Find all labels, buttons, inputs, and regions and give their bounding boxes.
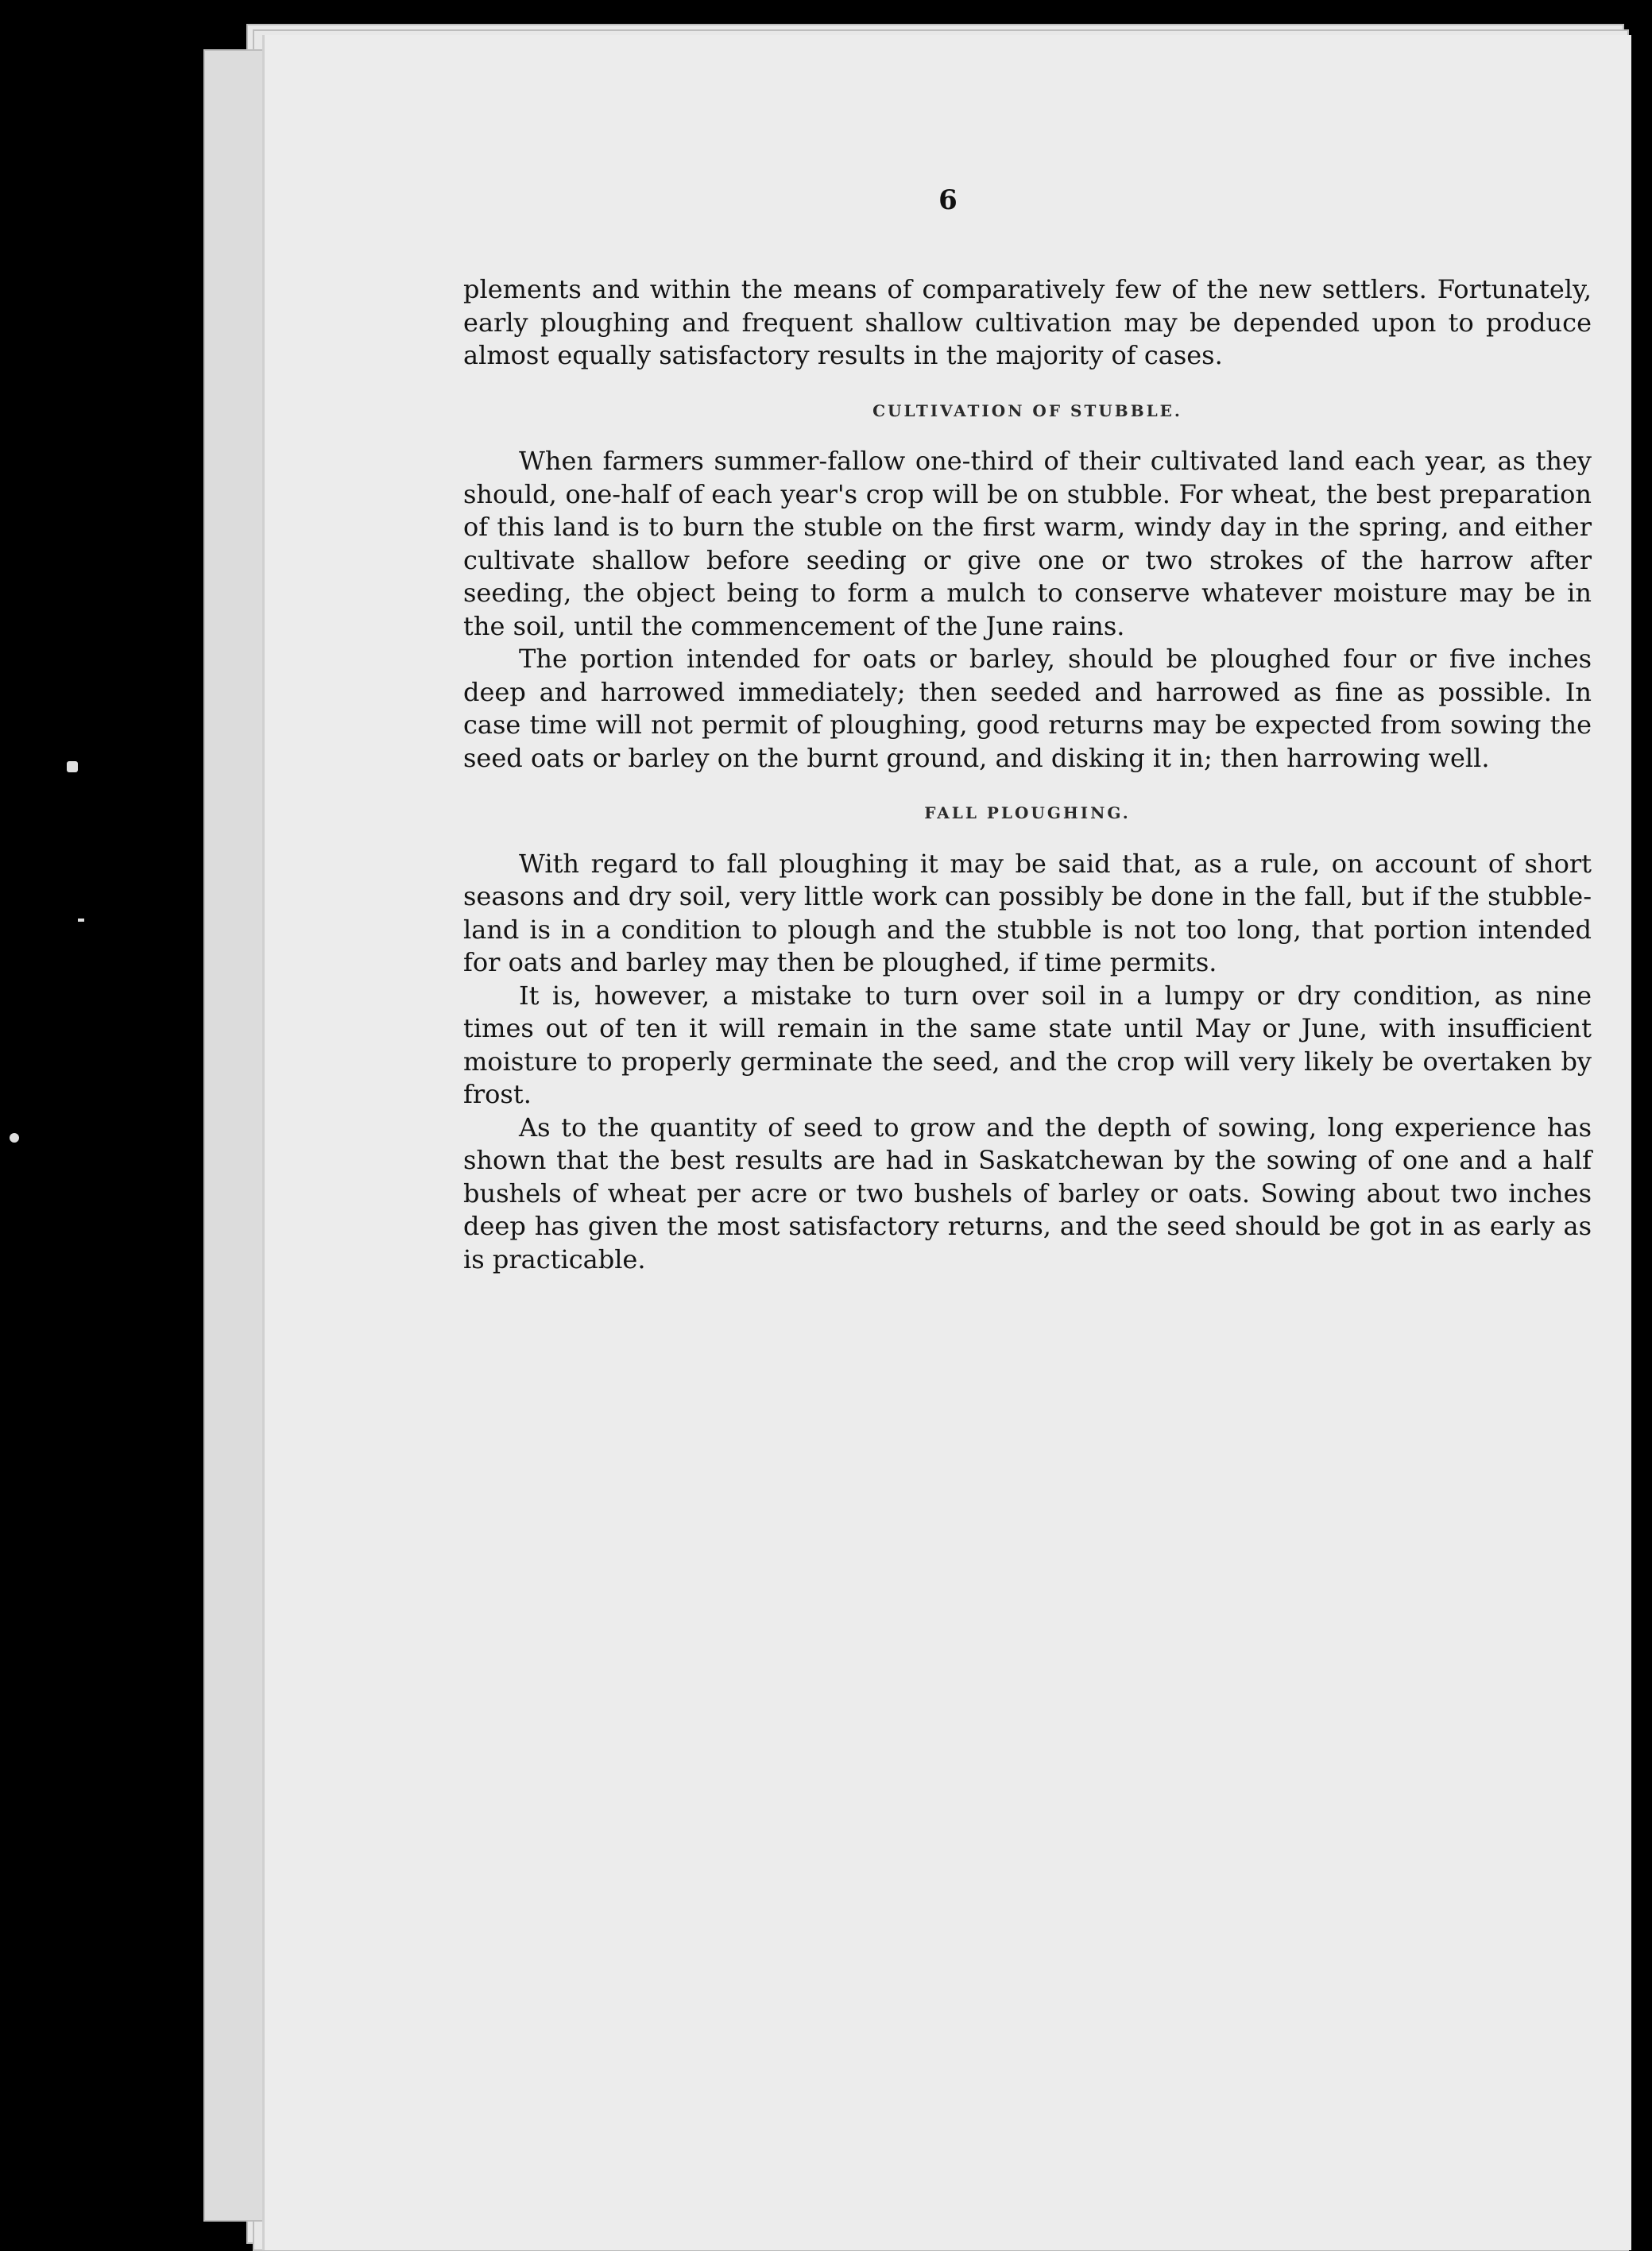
scan-speck xyxy=(67,761,78,772)
scan-speck xyxy=(10,1133,19,1143)
paragraph: As to the quantity of seed to grow and the depth of sowing, long experience has shown that the best results are had in Saskatchewan by the sowing of one and a half bushels of wheat per acre or two bushels of barley or oats. Sowing about two inches deep has given the most satisfactory returns, and the seed should be got in as early as is practicable. xyxy=(463,1112,1592,1274)
page-number: 6 xyxy=(938,184,958,216)
section-heading-fall-ploughing: FALL PLOUGHING. xyxy=(924,803,1131,822)
page-body xyxy=(463,273,1592,1276)
section-heading-stubble: CULTIVATION OF STUBBLE. xyxy=(872,400,1182,420)
continuation-paragraph: plements and within the means of comparatively few of the new settlers. Fortunately, early ploughing and frequent shallow cultivation may be depended upon to produce almost equally satisfactory results in the majority of cases. xyxy=(463,274,1592,370)
paragraph: When farmers summer-fallow one-third of their cultivated land each year, as they should, one-half of each year's crop will be on stubble. For wheat, the best preparation of this land is to burn the stuble on the first warm, windy day in the spring, and either cultivate shallow before seeding or give one or two strokes of the harrow after seeding, the object being to form a mulch to conserve whatever moisture may be in the soil, until the commencement of the June rains. xyxy=(463,446,1592,641)
paragraph: It is, however, a mistake to turn over soil in a lumpy or dry condition, as nine times out of ten it will remain in the same state until May or June, with insufficient moisture to properly germinate the seed, and the crop will very likely be overtaken by frost. xyxy=(463,980,1592,1109)
paragraph: With regard to fall ploughing it may be said that, as a rule, on account of short seasons and dry soil, very little work can possibly be done in the fall, but if the stubble-land is in a condition to plough and the stubble is not too long, that portion intended for oats and barley may then be ploughed, if time permits. xyxy=(463,848,1592,977)
scan-speck xyxy=(78,919,84,922)
paragraph: The portion intended for oats or barley, should be ploughed four or five inches deep and harrowed immediately; then seeded and harrowed as fine as possible. In case time will not permit of ploughing, good returns may be expected from sowing the seed oats or barley on the burnt ground, and disking it in; then harrowing well. xyxy=(463,644,1592,773)
page-stack-edge xyxy=(203,49,270,2222)
scanned-page xyxy=(262,35,1631,2250)
